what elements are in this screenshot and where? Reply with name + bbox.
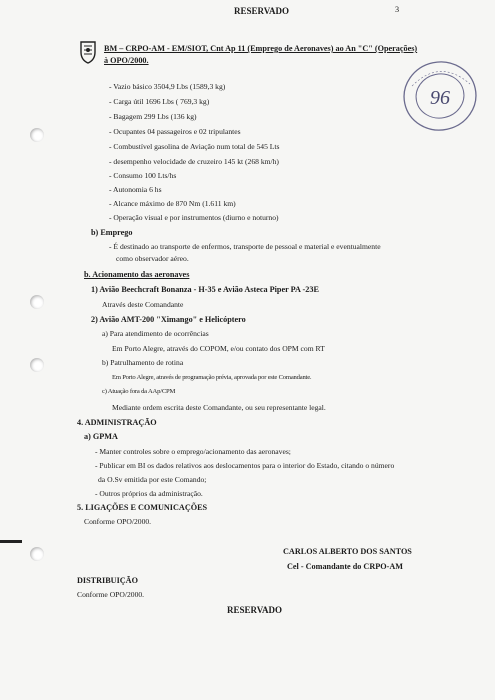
administracao-line: - Manter controles sobre o emprego/acionamento das aeronaves;: [95, 447, 291, 456]
acionamento-item2: 2) Avião AMT-200 "Ximango" e Helicóptero: [91, 315, 246, 324]
administracao-line: - Outros próprios da administração.: [95, 489, 203, 498]
signature-title: Cel - Comandante do CRPO-AM: [287, 562, 403, 571]
acionamento-a-text: Em Porto Alegre, através do COPOM, e/ou contato dos OPM com RT: [112, 344, 325, 353]
header-reference-line1: BM – CRPO-AM - EM/SIOT, Cnt Ap 11 (Emprego de Aeronaves) ao An "C" (Operações): [104, 44, 418, 53]
spec-line: - Consumo 100 Lts/hs: [109, 171, 177, 180]
distribuicao-heading: DISTRIBUIÇÃO: [77, 576, 138, 585]
acionamento-b-heading: b) Patrulhamento de rotina: [102, 358, 184, 367]
distribuicao-text: Conforme OPO/2000.: [77, 590, 145, 599]
gpma-heading: a) GPMA: [84, 432, 118, 441]
administracao-line: da O.Sv emitida por este Comando;: [98, 475, 207, 484]
ligacoes-text: Conforme OPO/2000.: [84, 517, 152, 526]
spec-line: - Operação visual e por instrumentos (diurno e noturno): [109, 213, 279, 222]
administracao-line: - Publicar em BI os dados relativos aos deslocamentos para o interior do Estado, citando o número: [95, 461, 395, 470]
stamp-seal: [400, 56, 480, 136]
header-reference-line2: à OPO/2000.: [104, 56, 149, 65]
acionamento-item1-text: Através deste Comandante: [102, 300, 184, 309]
stamp-number: 96: [430, 87, 450, 109]
coat-of-arms-icon: [78, 40, 98, 64]
spec-line: - Autonomia 6 hs: [109, 185, 162, 194]
footer-classification: RESERVADO: [227, 605, 283, 615]
acionamento-item1: 1) Avião Beechcraft Bonanza - H-35 e Avião Asteca Piper PA -23E: [91, 285, 319, 294]
acionamento-b-text: Em Porto Alegre, através de programação prévia, aprovada por este Comandante.: [112, 374, 312, 381]
spec-line: - Alcance máximo de 870 Nm (1.611 km): [109, 199, 236, 208]
scan-mark: [0, 540, 22, 543]
header-classification: RESERVADO: [234, 6, 290, 16]
binder-hole: [30, 128, 44, 142]
spec-line: - Combustível gasolina de Aviação num total de 545 Lts: [109, 142, 280, 151]
acionamento-heading: b. Acionamento das aeronaves: [84, 270, 190, 279]
emprego-heading: b) Emprego: [91, 228, 133, 237]
administracao-heading: 4. ADMINISTRAÇÃO: [77, 418, 157, 427]
acionamento-c-heading: c) Atuação fora da AAp/CPM: [102, 388, 176, 395]
spec-line: - Bagagem 299 Lbs (136 kg): [109, 112, 197, 121]
spec-line: - desempenho velocidade de cruzeiro 145 kt (268 km/h): [109, 157, 279, 166]
page-number: 3: [395, 5, 400, 14]
spec-line: - Vazio básico 3504,9 Lbs (1589,3 kg): [109, 82, 226, 91]
ligacoes-heading: 5. LIGAÇÕES E COMUNICAÇÕES: [77, 503, 208, 512]
acionamento-c-text: Mediante ordem escrita deste Comandante, ou seu representante legal.: [112, 403, 326, 412]
spec-line: - Ocupantes 04 passageiros e 02 tripulantes: [109, 127, 241, 136]
spec-line: - Carga útil 1696 Lbs ( 769,3 kg): [109, 97, 210, 106]
binder-hole: [30, 358, 44, 372]
signature-name: CARLOS ALBERTO DOS SANTOS: [283, 547, 412, 556]
binder-hole: [30, 295, 44, 309]
acionamento-a-heading: a) Para atendimento de ocorrências: [102, 329, 209, 338]
emprego-text: como observador aéreo.: [116, 254, 189, 263]
emprego-text: - É destinado ao transporte de enfermos, transporte de pessoal e material e eventualmente: [109, 242, 381, 251]
binder-hole: [30, 547, 44, 561]
